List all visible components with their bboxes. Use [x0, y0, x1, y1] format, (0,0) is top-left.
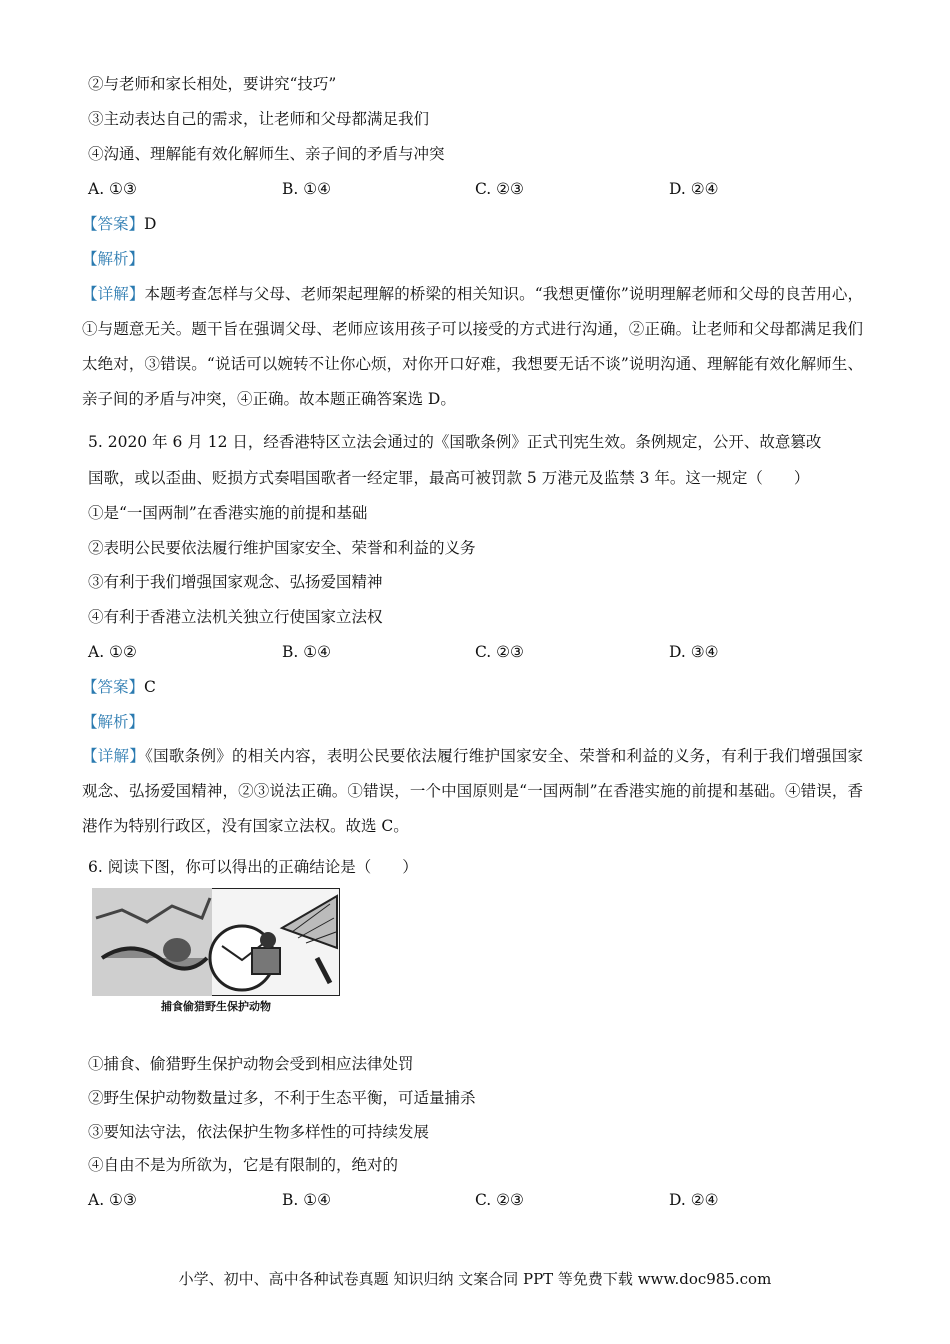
- q5-item-1: ①是“一国两制”在香港实施的前提和基础: [88, 504, 368, 522]
- q5-option-a: A. ①②: [88, 643, 137, 661]
- q5-answer: [82, 676, 156, 698]
- page-footer: 小学、初中、高中各种试卷真题 知识归纳 文案合同 PPT 等免费下载 www.doc985.com: [178, 1270, 772, 1288]
- q5-option-b: B. ①④: [282, 643, 332, 661]
- q6-item-4: ④自由不是为所欲为，它是有限制的，绝对的: [88, 1156, 399, 1174]
- q6-options: [88, 1189, 863, 1211]
- q5-item-4: ④有利于香港立法机关独立行使国家立法权: [88, 608, 383, 626]
- q6-option-c: C. ②③: [475, 1191, 524, 1209]
- q6-item-2: ②野生保护动物数量过多，不利于生态平衡，可适量捕杀: [88, 1089, 476, 1107]
- q5-options: [88, 641, 863, 663]
- q4-item-4: ④沟通、理解能有效化解师生、亲子间的矛盾与冲突: [88, 145, 445, 163]
- q5-stem-line-2: 国歌，或以歪曲、贬损方式奏唱国歌者一经定罪，最高可被罚款 5 万港元及监禁 3 年。这一规定（ ）: [88, 469, 810, 487]
- q5-analysis-tag: 【解析】: [82, 713, 145, 731]
- q4-analysis-tag: 【解析】: [82, 250, 145, 268]
- q5-item-3: ③有利于我们增强国家观念、弘扬爱国精神: [88, 573, 383, 591]
- detail-text: 《国歌条例》的相关内容，表明公民要依法履行维护国家安全、荣誉和利益的义务，有利于我们增强国家观念、弘扬爱国精神，②③说法正确。①错误，一个中国原则是“一国两制”在香港实施的前提和基础。④错误，香港作为特别行政区，没有国家立法权。故选 C。: [82, 747, 863, 835]
- q4-answer: [82, 213, 156, 235]
- q6-option-b: B. ①④: [282, 1191, 332, 1209]
- cartoon-illustration: [92, 888, 340, 996]
- q4-options: [88, 178, 863, 200]
- q4-item-3: ③主动表达自己的需求，让老师和父母都满足我们: [88, 110, 430, 128]
- q5-stem-line-1: 5. 2020 年 6 月 12 日，经香港特区立法会通过的《国歌条例》正式刊宪生效。条例规定，公开、故意篡改: [88, 433, 822, 451]
- q5-option-d: D. ③④: [669, 643, 719, 661]
- q6-item-3: ③要知法守法，依法保护生物多样性的可持续发展: [88, 1123, 430, 1141]
- q4-detail: [82, 277, 863, 417]
- document-page: [82, 0, 863, 1344]
- q6-item-1: ①捕食、偷猎野生保护动物会受到相应法律处罚: [88, 1055, 414, 1073]
- q6-stem: 6. 阅读下图，你可以得出的正确结论是（ ）: [88, 858, 418, 876]
- q5-option-c: C. ②③: [475, 643, 524, 661]
- cartoon-figure: [92, 888, 340, 1018]
- q4-option-d: D. ②④: [669, 180, 719, 198]
- q4-option-b: B. ①④: [282, 180, 332, 198]
- q5-item-2: ②表明公民要依法履行维护国家安全、荣誉和利益的义务: [88, 539, 476, 557]
- answer-tag: 【答案】: [82, 215, 145, 233]
- answer-value: D: [144, 215, 157, 233]
- q6-option-d: D. ②④: [669, 1191, 719, 1209]
- detail-text: 本题考查怎样与父母、老师架起理解的桥梁的相关知识。“我想更懂你”说明理解老师和父母的良苦用心，①与题意无关。题干旨在强调父母、老师应该用孩子可以接受的方式进行沟通，②正确。让老师和父母都满足我们太绝对，③错误。“说话可以婉转不让你心烦，对你开口好难，我想要无话不谈”说明沟通、理解能有效化解师生、亲子间的矛盾与冲突，④正确。故本题正确答案选 D。: [82, 285, 863, 408]
- q4-option-c: C. ②③: [475, 180, 524, 198]
- q5-detail: [82, 739, 863, 844]
- q4-option-a: A. ①③: [88, 180, 137, 198]
- detail-tag: 【详解】: [82, 285, 145, 303]
- answer-tag: 【答案】: [82, 678, 145, 696]
- q4-item-2: ②与老师和家长相处，要讲究“技巧”: [88, 75, 337, 93]
- answer-value: C: [144, 678, 156, 696]
- cartoon-caption: 捕食偷猎野生保护动物: [161, 1000, 271, 1013]
- detail-tag: 【详解】: [82, 747, 146, 765]
- q6-option-a: A. ①③: [88, 1191, 137, 1209]
